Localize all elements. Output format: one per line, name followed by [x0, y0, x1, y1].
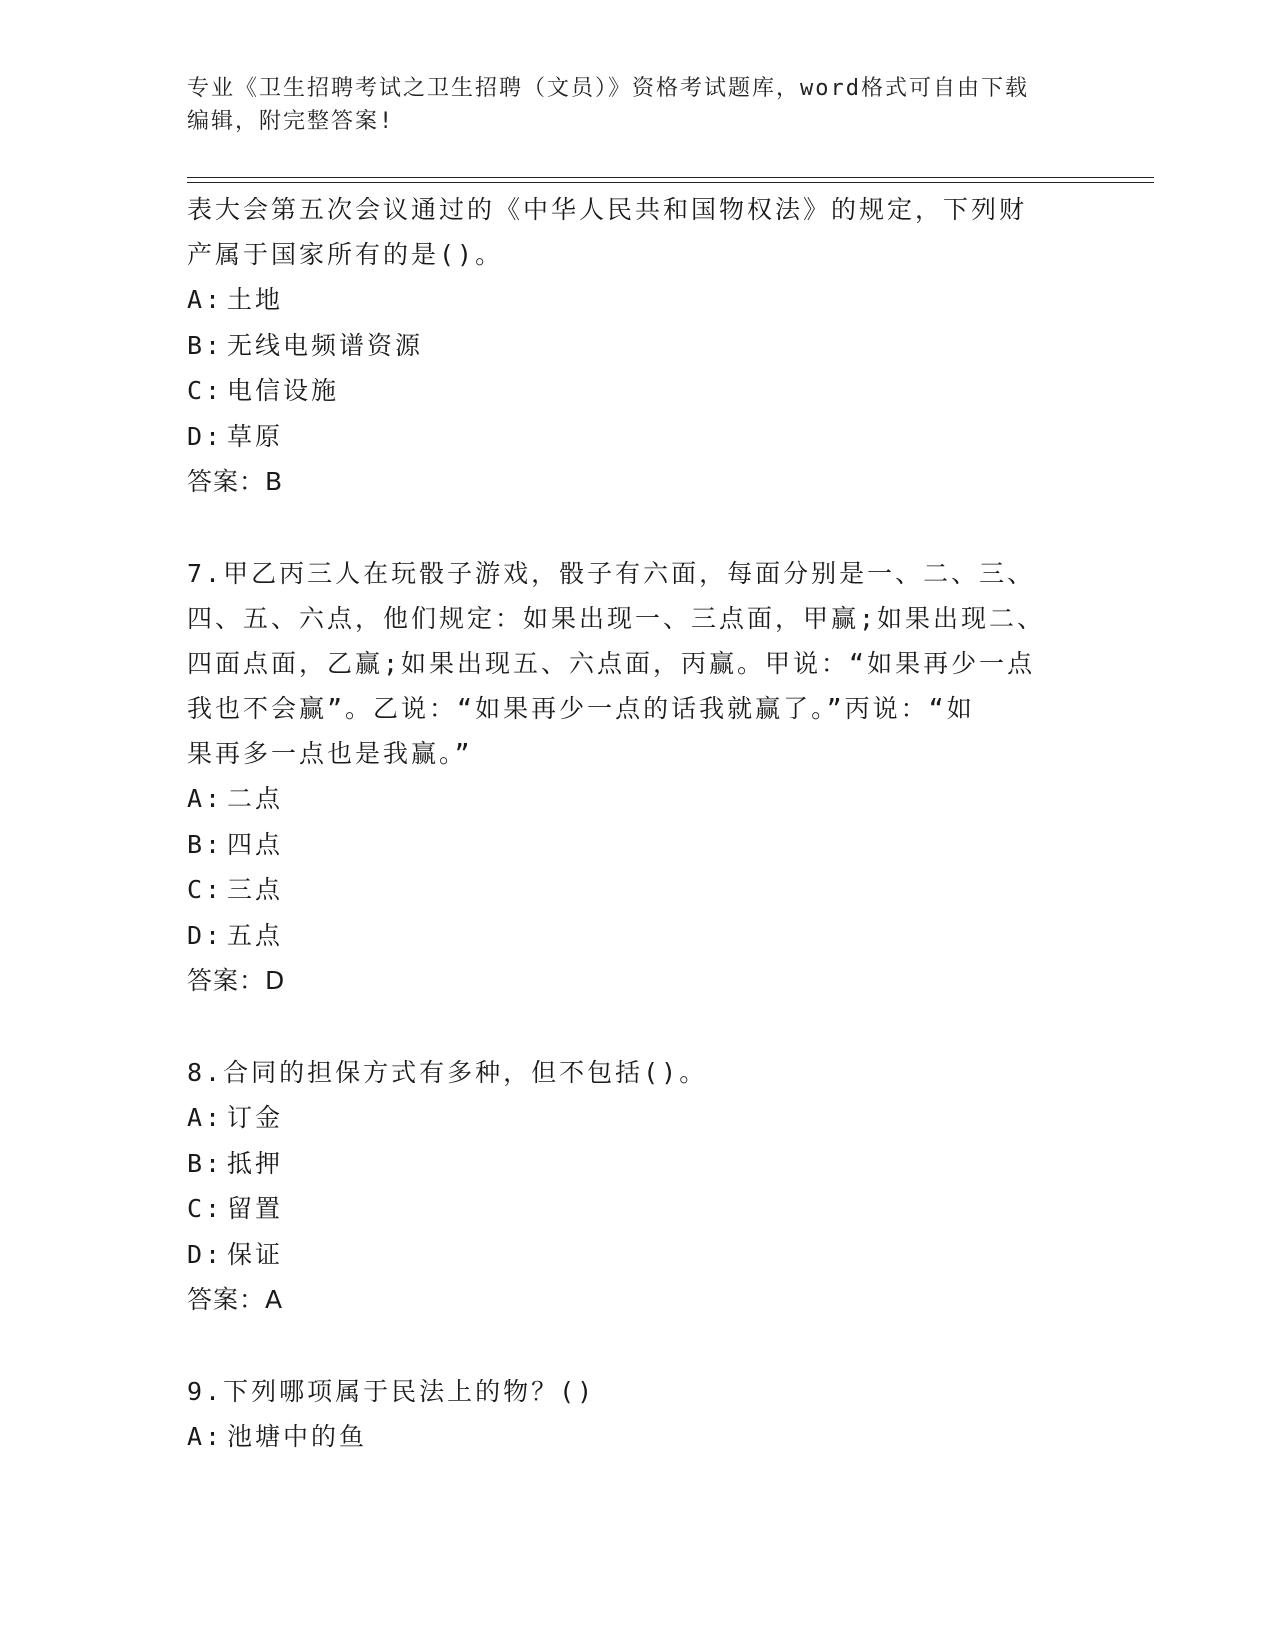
option-text: 电信设施 [227, 376, 340, 405]
option-text: 二点 [227, 784, 284, 813]
option-a [187, 1414, 1087, 1460]
question-text-line: 9.下列哪项属于民法上的物？() [187, 1377, 596, 1406]
option-label: A: [187, 285, 224, 314]
option-text: 土地 [227, 285, 284, 314]
option-text: 五点 [227, 920, 284, 950]
option-a [187, 277, 1087, 323]
option-a [187, 1095, 1087, 1141]
question-item [187, 1369, 1087, 1460]
option-text: 无线电频谱资源 [227, 330, 424, 360]
option-b [187, 822, 1087, 868]
question-list [187, 187, 1087, 1460]
question-text [187, 1369, 1087, 1414]
option-text: 抵押 [227, 1148, 284, 1178]
option-text: 草原 [227, 421, 284, 451]
option-label: C: [187, 875, 224, 904]
question-text-line: 产属于国家所有的是()。 [187, 240, 504, 269]
option-label: B: [187, 330, 224, 360]
option-d [187, 913, 1087, 959]
option-text: 订金 [227, 1103, 284, 1132]
question-item [187, 551, 1087, 1003]
option-c [187, 368, 1087, 414]
option-label: B: [187, 829, 224, 859]
question-text-line: 8.合同的担保方式有多种，但不包括()。 [187, 1058, 708, 1087]
option-label: A: [187, 1103, 224, 1132]
question-text-line: 7.甲乙丙三人在玩骰子游戏，骰子有六面，每面分别是一、二、三、 [187, 559, 1036, 588]
option-label: B: [187, 1148, 224, 1178]
option-text: 四点 [227, 829, 284, 859]
option-label: D: [187, 421, 224, 451]
option-d [187, 1232, 1087, 1278]
question-item [187, 1050, 1087, 1322]
question-text [187, 187, 1087, 277]
option-text: 池塘中的鱼 [227, 1422, 368, 1451]
answer-line: 答案：D [187, 966, 286, 995]
option-c [187, 1186, 1087, 1232]
document-header [187, 72, 1067, 138]
option-a [187, 776, 1087, 822]
option-b [187, 1141, 1087, 1187]
option-label: A: [187, 784, 224, 813]
option-label: D: [187, 1239, 224, 1269]
question-text [187, 551, 1087, 776]
header-rule-bottom [187, 182, 1154, 183]
question-text-line: 四面点面，乙赢;如果出现五、六点面，丙赢。甲说：“如果再少一点 [187, 649, 1036, 678]
option-label: C: [187, 376, 224, 405]
question-text-line: 果再多一点也是我赢。” [187, 739, 473, 768]
question-text-line: 我也不会赢”。乙说：“如果再少一点的话我就赢了。”丙说：“如 [187, 694, 975, 723]
question-text [187, 1050, 1087, 1095]
header-line-1: 专业《卫生招聘考试之卫生招聘（文员）》资格考试题库，word格式可自由下载 [187, 76, 1029, 101]
option-label: C: [187, 1194, 224, 1223]
question-item [187, 187, 1087, 504]
question-text-line: 四、五、六点，他们规定：如果出现一、三点面，甲赢;如果出现二、 [187, 604, 1046, 633]
option-d [187, 414, 1087, 460]
answer-line: 答案：B [187, 467, 284, 496]
header-rule-top [187, 177, 1154, 178]
header-line-2: 编辑，附完整答案! [187, 109, 395, 134]
question-text-line: 表大会第五次会议通过的《中华人民共和国物权法》的规定，下列财 [187, 195, 1028, 224]
option-text: 保证 [227, 1239, 284, 1269]
answer-line: 答案：A [187, 1285, 284, 1314]
option-b [187, 323, 1087, 369]
option-text: 三点 [227, 875, 284, 904]
option-text: 留置 [227, 1194, 284, 1223]
option-c [187, 867, 1087, 913]
option-label: D: [187, 920, 224, 950]
option-label: A: [187, 1422, 224, 1451]
